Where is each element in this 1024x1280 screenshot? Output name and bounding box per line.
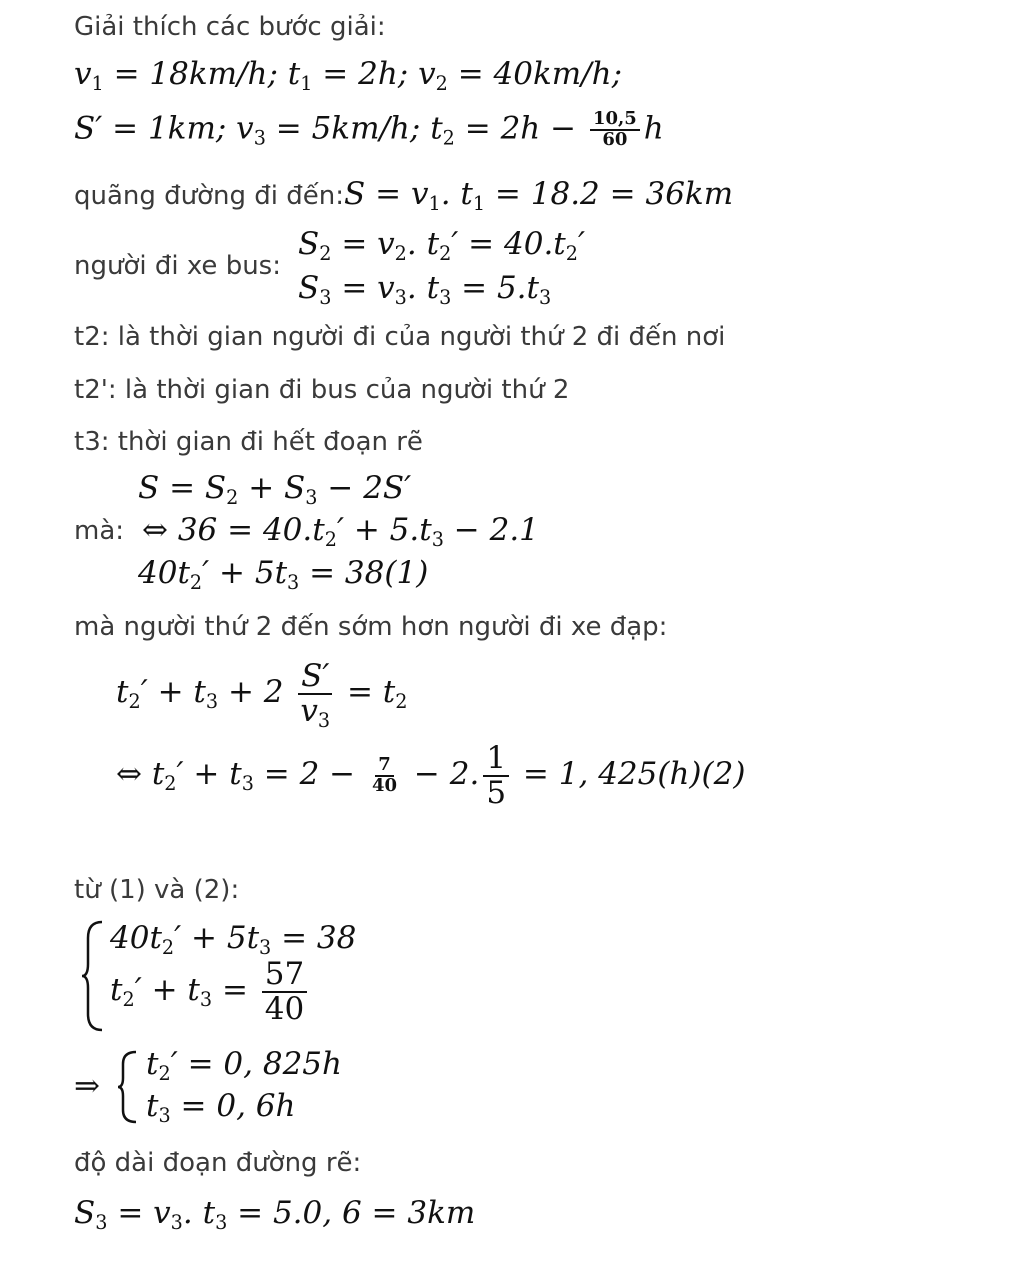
system-eq-1: $40t_2' + 5t_3 = 38$: [110, 920, 357, 960]
fraction-10-5-over-60: $\frac{10,5}{60}$: [590, 110, 640, 150]
system-brace-2: [116, 1050, 140, 1124]
early-label: mà người thứ 2 đến sớm hơn người đi xe đạp:: [74, 612, 668, 642]
ma-eq-2: ⇔ $36 = 40.t_2' + 5.t_3 - 2.1$: [142, 512, 539, 552]
definition-t2-prime: t2': là thời gian đi bus của người thứ 2: [74, 375, 570, 405]
given-line-1: $v_1 = 18km/h$; $t_1 = 2h$; $v_2 = 40km/h$;: [74, 56, 623, 96]
distance-line: quãng đường đi đến:S = $v_1$. $t_1 = 18.2 = 36km$: [74, 176, 734, 216]
bus-eq-2: $S_3 = v_3$. $t_3 = 5.t_3$: [298, 270, 552, 310]
bus-eq-1: $S_2 = v_2$. $t_2' = 40.t_2'$: [298, 226, 586, 266]
bus-label: người đi xe bus:: [74, 251, 281, 281]
system-brace-1: [80, 920, 106, 1032]
branch-label: độ dài đoạn đường rẽ:: [74, 1148, 362, 1178]
branch-eq: $S_3 = v_3$. $t_3 = 5.0$, 6 = 3km: [74, 1195, 476, 1235]
definition-t2: t2: là thời gian người đi của người thứ 2 đi đến nơi: [74, 322, 726, 352]
early-eq-1: $t_2' + t_3 + 2$ $\frac{S'}{v_3}$ = $t_2$: [116, 658, 408, 732]
given-line-2: S′ = 1km; $v_3 = 5km/h$; $t_2 = 2h$ − $\frac{10,5}{60}$ h: [74, 108, 664, 150]
implies-arrow: ⇒: [74, 1068, 100, 1104]
ma-eq-1: $S = S_2 + S_3 - 2S'$: [138, 470, 412, 510]
system-eq-2: $t_2' + t_3$ = $\frac{57}{40}$: [110, 958, 311, 1025]
fraction-1-over-5: $\frac{1}{5}$: [483, 742, 509, 809]
definition-t3: t3: thời gian đi hết đoạn rẽ: [74, 427, 423, 457]
fraction-7-over-40: $\frac{7}{40}$: [372, 753, 398, 796]
result-t2-prime: $t_2' = 0$, 825h: [146, 1046, 342, 1086]
fraction-s-prime-over-v3: $\frac{S'}{v_3}$: [297, 660, 333, 727]
heading: Giải thích các bước giải:: [74, 12, 386, 42]
from-label: từ (1) và (2):: [74, 875, 240, 905]
early-eq-2: ⇔ $t_2' + t_3 = 2$ − $\frac{7}{40}$ − 2. $\frac{1}{5}$ = 1, 425(h)(2): [116, 740, 746, 811]
fraction-57-over-40: $\frac{57}{40}$: [262, 958, 307, 1025]
ma-label: mà:: [74, 516, 125, 546]
ma-eq-3: $40t_2' + 5t_3 = 38(1)$: [138, 555, 429, 595]
result-t3: $t_3 = 0$, 6h: [146, 1088, 296, 1128]
